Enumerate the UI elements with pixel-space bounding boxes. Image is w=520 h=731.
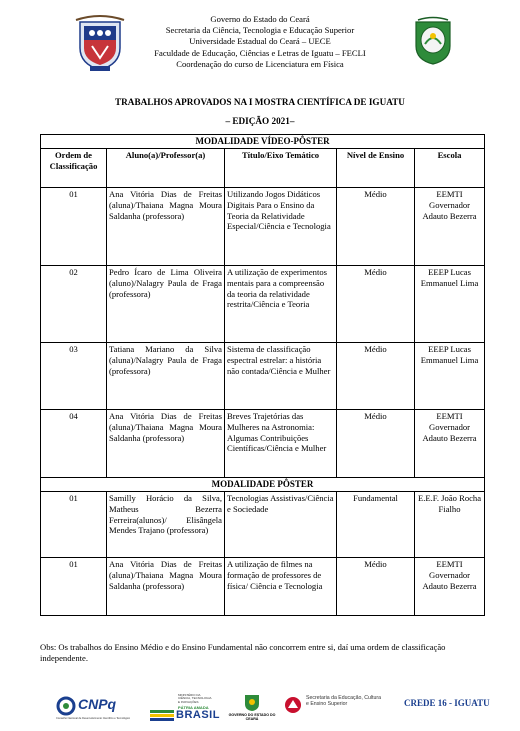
- table-row: [41, 492, 485, 558]
- secitece-emblem-icon: [284, 696, 302, 714]
- level-cell: Médio: [337, 188, 415, 266]
- school-cell: EEEP Lucas Emmanuel Lima: [415, 343, 485, 410]
- approved-works-table: [40, 134, 485, 616]
- title-cell: Sistema de classificação espectral estrelar: a história não contada/Ciência e Mulher: [225, 343, 337, 410]
- observation-note: Obs: Os trabalhos do Ensino Médio e do Ensino Fundamental não concorrem entre si, daí uma ordem de classificação independente.: [40, 642, 446, 663]
- table-row: [41, 558, 485, 616]
- secitece-text: Secretaria da Educação, Cultura e Ensino Superior: [306, 695, 381, 707]
- title-cell: A utilização de experimentos mentais para a compreensão da teoria da relatividade restrita/Ciência e Teoria: [225, 266, 337, 343]
- order-cell: 02: [41, 266, 107, 343]
- patria-text: PÁTRIA AMADA: [178, 705, 209, 710]
- authors-cell: Ana Vitória Dias de Freitas (aluna)/Thaiana Magna Moura Saldanha (professora): [107, 410, 225, 478]
- order-cell: 01: [41, 492, 107, 558]
- cnpq-logo: [56, 694, 138, 724]
- school-cell: EEMTI Governador Adauto Bezerra: [415, 410, 485, 478]
- level-cell: Médio: [337, 558, 415, 616]
- school-cell: EEMTI Governador Adauto Bezerra: [415, 188, 485, 266]
- header-line: Coordenação do curso de Licenciatura em Física: [176, 58, 344, 69]
- cnpq-name: CNPq: [78, 696, 117, 712]
- sponsor-logos-footer: [0, 694, 520, 724]
- authors-cell: Pedro Ícaro de Lima Oliveira (aluno)/Nalagry Paula de Fraga (professora): [107, 266, 225, 343]
- table-row: [41, 410, 485, 478]
- cnpq-symbol-icon: [56, 696, 76, 716]
- ceara-state-seal-logo: [412, 16, 454, 66]
- column-header: Ordem de Classificação: [41, 149, 107, 188]
- ministerio-text: MINISTÉRIO DA CIÊNCIA, TECNOLOGIA E INOVAÇÕES: [178, 693, 212, 704]
- level-cell: Fundamental: [337, 492, 415, 558]
- section-title: MODALIDADE VÍDEO-PÔSTER: [41, 135, 485, 149]
- order-cell: 01: [41, 558, 107, 616]
- document-title: TRABALHOS APROVADOS NA I MOSTRA CIENTÍFICA DE IGUATU: [115, 97, 405, 107]
- table-row: [41, 188, 485, 266]
- authors-cell: Tatiana Mariano da Silva (aluna)/Nalagry Paula de Fraga (professora): [107, 343, 225, 410]
- table-row: [41, 343, 485, 410]
- level-cell: Médio: [337, 410, 415, 478]
- school-cell: EEEP Lucas Emmanuel Lima: [415, 266, 485, 343]
- brasil-text: BRASIL: [176, 709, 220, 721]
- title-cell: Tecnologias Assistivas/Ciência e Sociedade: [225, 492, 337, 558]
- level-cell: Médio: [337, 343, 415, 410]
- ceara-shield-icon: [244, 694, 260, 712]
- authors-cell: Ana Vitória Dias de Freitas (aluna)/Thaiana Magna Moura Saldanha (professora): [107, 188, 225, 266]
- column-header: Escola: [415, 149, 485, 188]
- governo-text: GOVERNO DO ESTADO DO CEARÁ: [228, 713, 276, 721]
- order-cell: 03: [41, 343, 107, 410]
- crede-text: CREDE 16 - IGUATU: [404, 698, 490, 708]
- header-line: Governo do Estado do Ceará: [210, 14, 310, 24]
- title-cell: A utilização de filmes na formação de professores de física/ Ciência e Tecnologia: [225, 558, 337, 616]
- column-header: Nível de Ensino: [337, 149, 415, 188]
- authors-cell: Samilly Horácio da Silva, Matheus Bezerra Ferreira(alunos)/ Elisângela Mendes Trajano (professora): [107, 492, 225, 558]
- header-line: Faculdade de Educação, Ciências e Letras de Iguatu – FECLI: [154, 47, 366, 58]
- school-cell: EEMTI Governador Adauto Bezerra: [415, 558, 485, 616]
- brasil-flag-stripes-icon: [150, 710, 174, 722]
- cnpq-subtitle: Conselho Nacional de Desenvolvimento Científico e Tecnológico: [56, 717, 131, 720]
- header-line: Secretaria da Ciência, Tecnologia e Educação Superior: [165, 25, 355, 36]
- table-row: [41, 266, 485, 343]
- column-header: Aluno(a)/Professor(a): [107, 149, 225, 188]
- order-cell: 01: [41, 188, 107, 266]
- title-cell: Breves Trajetórias das Mulheres na Astronomia: Algumas Contribuições Científicas/Ciência e Mulher: [225, 410, 337, 478]
- section-title: MODALIDADE PÔSTER: [41, 478, 485, 492]
- title-cell: Utilizando Jogos Didáticos Digitais Para o Ensino da Teoria da Relatividade Especial/Ciência e Tecnologia: [225, 188, 337, 266]
- authors-cell: Ana Vitória Dias de Freitas (aluna)/Thaiana Magna Moura Saldanha (professora): [107, 558, 225, 616]
- governo-ceara-logo: [228, 694, 276, 724]
- column-header: Título/Eixo Temático: [225, 149, 337, 188]
- crede16-logo: [404, 694, 490, 724]
- secitece-logo: [284, 694, 382, 724]
- level-cell: Médio: [337, 266, 415, 343]
- school-cell: E.E.F. João Rocha Fialho: [415, 492, 485, 558]
- order-cell: 04: [41, 410, 107, 478]
- mcti-brasil-logo: [148, 693, 220, 724]
- document-edition: – EDIÇÃO 2021–: [225, 116, 295, 126]
- header-line: Universidade Estadual do Ceará – UECE: [189, 36, 331, 47]
